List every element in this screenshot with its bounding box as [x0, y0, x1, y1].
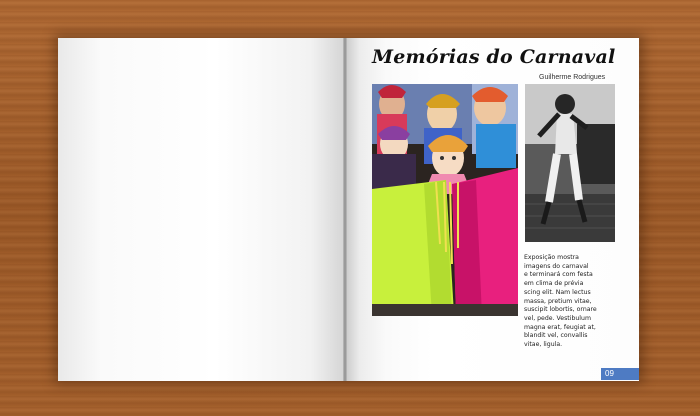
left-page — [58, 38, 345, 381]
caption-line: scing elit. Nam lectus — [524, 288, 591, 296]
caption-line: Exposição mostra — [524, 254, 579, 261]
page-number-badge: 09 — [601, 368, 639, 380]
caption-line: blandit vel, convallis — [524, 332, 588, 340]
caption-line: em clima de prévia — [524, 280, 584, 288]
bw-carnival-dancer-photo — [525, 84, 615, 242]
book-spine — [343, 38, 347, 381]
caption-line: suscipit lobortis, ornare — [524, 306, 597, 314]
caption-line: vel, pede. Vestibulum — [524, 314, 591, 322]
author-name: Guilherme Rodrigues — [539, 74, 606, 81]
caption-line: magna erat, feugiat at, — [524, 323, 596, 331]
caption-line: imagens do carnaval — [524, 262, 589, 270]
caption-line: e terminará com festa — [524, 271, 593, 279]
caption-line: vitae, ligula. — [524, 341, 563, 349]
photo-caption — [524, 254, 600, 350]
page-title: Memórias do Carnaval — [372, 46, 616, 68]
carnival-masked-figures-photo — [372, 84, 518, 316]
caption-line: massa, pretium vitae, — [524, 297, 592, 305]
